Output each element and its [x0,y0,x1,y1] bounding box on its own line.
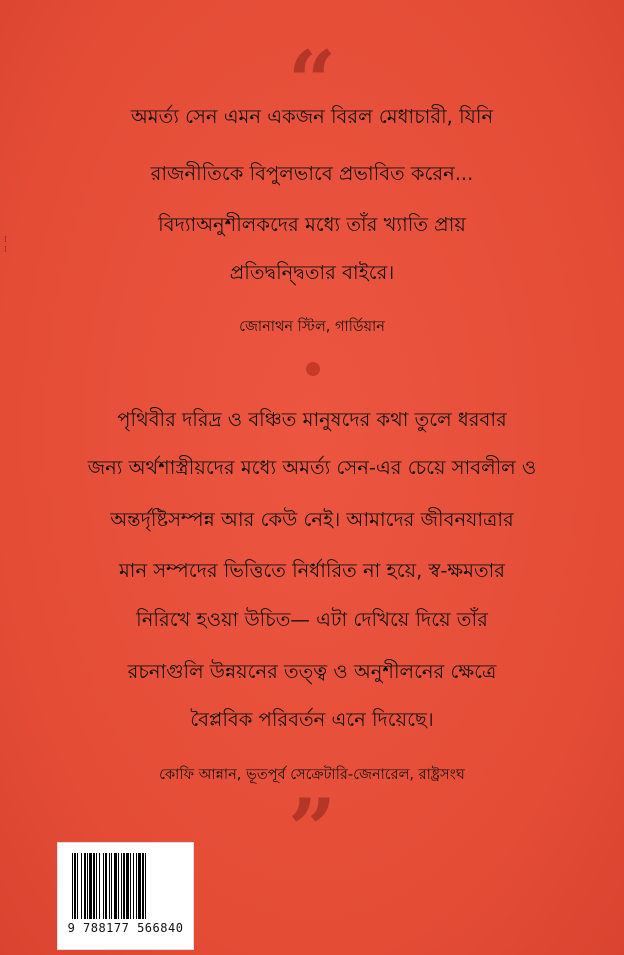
separator-dot [306,362,320,376]
quote-2-line-7: বৈপ্লবিক পরিবর্তন এনে দিয়েছে। [190,708,434,731]
quote-2-line-4: মান সম্পদের ভিত্তিতে নির্ধারিত না হয়ে, স্ব-ক্ষমতার [118,559,506,582]
quote-2-line-3: অন্তর্দৃষ্টিসম্পন্ন আর কেউ নেই। আমাদের জীবনযাত্রার [110,508,514,531]
quote-1-line-4: প্রতিদ্বন্দ্বিতার বাইরে। [229,261,395,284]
quote-1-line-3: বিদ্যাঅনুশীলকদের মধ্যে তাঁর খ্যাতি প্রায় [158,213,466,236]
quote-1-attribution: জোনাথন স্টিল, গার্ডিয়ান [239,319,385,335]
quote-2-line-6: রচনাগুলি উন্নয়নের তত্ত্ব ও অনুশীলনের ক্ষেত্রে [127,660,497,683]
isbn-number: 9 788177 566840 [67,921,184,935]
edge-mark: ⁞ ⁞ [4,235,7,255]
quote-2-line-2: জন্য অর্থশাস্ত্রীয়দের মধ্যে অমর্ত্য সেন-এর চেয়ে সাবলীল ও [87,456,537,479]
quote-2-line-1: পৃথিবীর দরিদ্র ও বঞ্চিত মানুষদের কথা তুলে ধরবার [117,408,507,431]
quote-2-attribution: কোফি আন্নান, ভূতপূর্ব সেক্রেটারি-জেনারেল, রাষ্ট্রসংঘ [159,767,465,783]
opening-quote-mark: “ [287,32,337,131]
closing-quote-mark: ” [287,780,337,879]
quote-1-line-2: রাজনীতিকে বিপুলভাবে প্রভাবিত করেন... [150,162,474,185]
isbn-barcode [57,842,194,950]
quote-2-line-5: নিরিখে হওয়া উচিত— এটা দেখিয়ে দিয়ে তাঁর [136,608,488,631]
quote-1-line-1: অমর্ত্য সেন এমন একজন বিরল মেধাচারী, যিনি [130,105,494,128]
barcode-bars [72,853,179,919]
